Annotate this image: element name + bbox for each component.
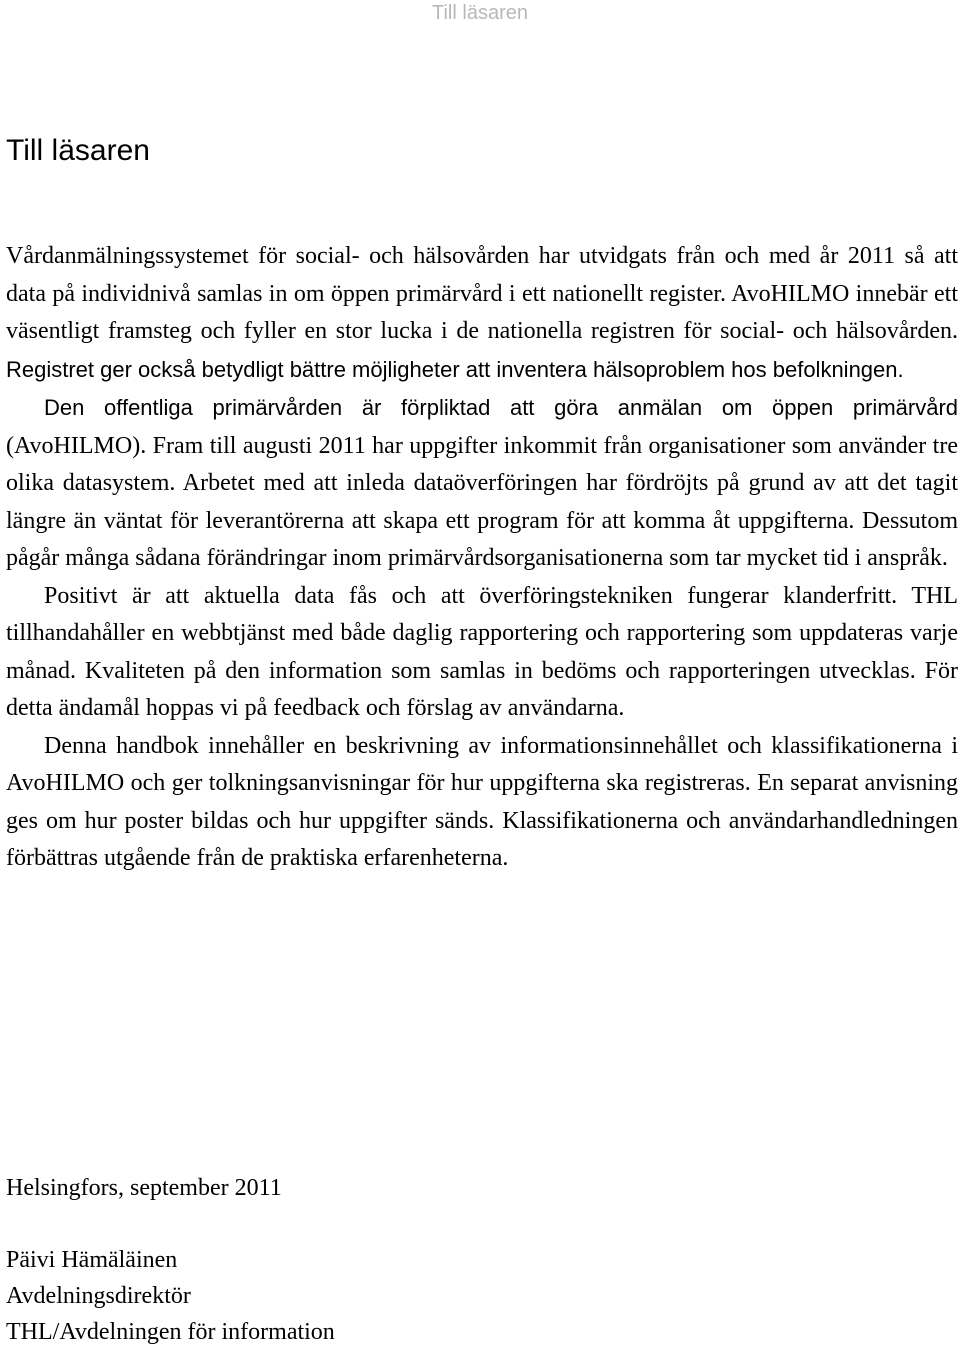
paragraph-2 <box>6 389 958 578</box>
place-date <box>6 1170 282 1206</box>
paragraph-2-serif: (AvoHILMO). Fram till augusti 2011 har uppgifter inkommit från organisationer som använder tre olika datasystem. Arbetet med att inleda dataöverföringen har fördröjts på grund av att det tagit längre än väntat för leverantörerna att skapa ett program för att komma åt uppgifterna. Dessutom pågår många sådana förändringar inom primärvårdsorganisationerna som tar mycket tid i anspråk. <box>6 432 958 571</box>
signature-role: Avdelningsdirektör <box>6 1283 191 1309</box>
paragraph-1 <box>6 238 958 389</box>
paragraph-1-serif: Vårdanmälningssystemet för social- och hälsovården har utvidgats från och med år 2011 så att data på individnivå samlas in om öppen primärvård i ett nationellt register. AvoHILMO innebär ett väsentligt framsteg och fyller en stor lucka i de nationella registren för social- och hälsovården. <box>6 243 958 344</box>
paragraph-2-sans: Den offentliga primärvården är förpliktad att göra anmälan om öppen primärvård <box>44 395 958 420</box>
body-text <box>6 238 958 878</box>
signature-department: THL/Avdelningen för information <box>6 1319 335 1345</box>
paragraph-1-sans: Registret ger också betydligt bättre möjligheter att inventera hälsoproblem hos befolkningen. <box>6 356 904 382</box>
signature-block <box>6 1242 335 1350</box>
place-date-text: Helsingfors, september 2011 <box>6 1175 282 1201</box>
signature-name: Päivi Hämäläinen <box>6 1247 178 1273</box>
paragraph-4: Denna handbok innehåller en beskrivning av informationsinnehållet och klassifikationerna i AvoHILMO och ger tolkningsanvisningar för hur uppgifterna ska registreras. En separat anvisning ges om hur poster bildas och hur uppgifter sänds. Klassifikationerna och användarhandledningen förbättras utgående från de praktiska erfarenheterna. <box>6 732 958 871</box>
paragraph-3: Positivt är att aktuella data fås och att överföringstekniken fungerar klanderfritt. THL tillhandahåller en webbtjänst med både daglig rapportering och rapportering som uppdateras varje månad. Kvaliteten på den information som samlas in bedöms och rapporteringen utvecklas. För detta ändamål hoppas vi på feedback och förslag av användarna. <box>6 582 958 721</box>
running-header: Till läsaren <box>432 2 528 24</box>
page-title: Till läsaren <box>6 134 150 167</box>
